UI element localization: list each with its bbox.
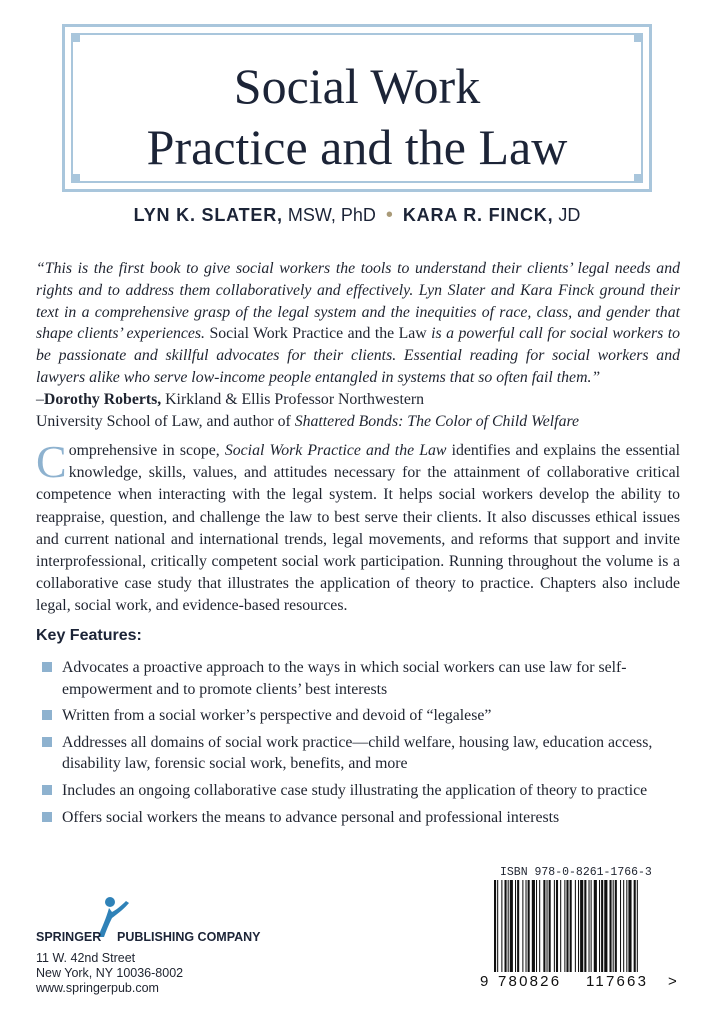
barcode-bar	[589, 880, 590, 972]
barcode-bar	[543, 880, 545, 972]
description-lead: omprehensive in scope,	[68, 442, 225, 459]
book-title-line-1: Social Work	[233, 58, 481, 114]
barcode-bar	[528, 880, 530, 972]
feature-item	[40, 657, 670, 700]
barcode-bar	[539, 880, 540, 972]
title-frame-inner-border	[71, 33, 643, 183]
barcode-bar	[564, 880, 565, 972]
barcode-bar	[554, 880, 555, 972]
barcode-bar	[610, 880, 612, 972]
barcode-bar	[532, 880, 535, 972]
isbn-label: ISBN 978-0-8261-1766-3	[500, 866, 652, 879]
barcode-bar	[634, 880, 636, 972]
barcode-bar	[510, 880, 513, 972]
barcode-bar	[615, 880, 617, 972]
quote-attribution-line-2	[36, 411, 680, 433]
book-title-line-2: Practice and the Law	[146, 119, 568, 175]
author-2-name: KARA R. FINCK,	[402, 205, 554, 225]
feature-text: Written from a social worker’s perspective and devoid of “legalese”	[62, 707, 492, 725]
feature-text: Advocates a proactive approach to the ways in which social workers can use law for self-empowerment and to promote clients’ best interests	[62, 659, 627, 698]
barcode-bar	[580, 880, 583, 984]
endorsement-quote	[36, 258, 680, 432]
barcode-bar	[637, 880, 638, 972]
description-book-title: Social Work Practice and the Law	[224, 442, 447, 459]
author-line	[0, 204, 714, 227]
barcode-bar	[505, 880, 507, 972]
publisher-address	[36, 951, 183, 996]
publisher-name-left: SPRINGER	[36, 930, 102, 944]
barcode-bar	[601, 880, 603, 972]
barcode-bar	[620, 880, 621, 972]
quote-italic-part-1: “This is the first book to give social workers the tools to understand their clients’ legal needs and rights and to address them collaboratively and effectively. Lyn Slater and Kara Finck ground their text in a comprehensive grasp of the legal system and the inequities of race, class, and gender that shape clients’ experiences.	[36, 260, 680, 343]
publisher-website: www.springerpub.com	[36, 981, 159, 995]
square-bullet-icon	[42, 737, 52, 747]
barcode-bar	[594, 880, 597, 972]
feature-text: Addresses all domains of social work practice—child welfare, housing law, education access, disability law, forensic social work, benefits, and more	[62, 733, 653, 773]
address-street: 11 W. 42nd Street	[36, 951, 136, 965]
attribution-name: Dorothy Roberts,	[43, 390, 162, 408]
barcode-digits-group-1: 780826	[498, 973, 562, 990]
quote-book-title: Social Work Practice and the Law	[205, 325, 432, 343]
quote-text	[36, 258, 680, 389]
barcode-bar	[549, 880, 551, 972]
barcode-bar	[515, 880, 516, 972]
barcode-bar	[547, 880, 548, 972]
springer-publishing-logo	[36, 893, 276, 949]
feature-text: Offers social workers the means to advance personal and professional interests	[62, 808, 560, 826]
barcode-bar	[517, 880, 519, 972]
barcode-bar	[575, 880, 576, 972]
feature-item	[40, 705, 670, 727]
attribution-book-title: Shattered Bonds: The Color of Child Welfare	[294, 412, 580, 430]
barcode-digits-group-2: 117663	[586, 973, 649, 990]
feature-item	[40, 807, 670, 829]
description-body: identifies and explains the essential knowledge, skills, values, and attitudes necessary for the attainment of collaborative critical competence when interacting with the legal system. It helps social workers develop the ability to reappraise, question, and challenge the law to best serve their clients. It also discusses ethical issues and current national and international trends, legal movements, and reforms that support and invite interprofessional, critically competent social work participation. Running throughout the volume is a collaborative case study that illustrates the application of theory to practice. Chapters also include legal, social work, and evidence-based resources.	[36, 442, 680, 615]
square-bullet-icon	[42, 710, 52, 720]
barcode-bar	[623, 880, 624, 972]
title-frame	[62, 24, 652, 192]
barcode-bar	[578, 880, 579, 984]
barcode-bar	[501, 880, 502, 972]
square-bullet-icon	[42, 785, 52, 795]
barcode-bar	[599, 880, 600, 972]
barcode-bar	[584, 880, 586, 972]
barcode-bar	[497, 880, 498, 972]
barcode-digits	[478, 972, 682, 992]
author-separator-dot: •	[385, 204, 393, 226]
barcode-digit-first: 9	[480, 973, 489, 990]
barcode-end-marker: >	[668, 973, 677, 990]
barcode-bar	[536, 880, 537, 972]
feature-text: Includes an ongoing collaborative case study illustrating the application of theory to practice	[62, 781, 648, 799]
feature-item	[40, 780, 670, 802]
barcode-bar	[626, 880, 627, 972]
barcode-bar	[570, 880, 572, 972]
quote-attribution-line-1	[36, 389, 680, 411]
frame-corner-ornament	[71, 33, 80, 42]
address-city: New York, NY 10036-8002	[36, 966, 184, 980]
barcode-bar	[494, 880, 496, 984]
attribution-title: Kirkland & Ellis Professor Northwestern	[161, 390, 425, 408]
quote-italic-part-2: is a powerful call for social workers to be passionate and skillful advocates for their clients. Essential reading for social workers and lawyers alike who serve low-income people entangled in systems that so often fail them.”	[36, 325, 680, 386]
barcode-bar	[508, 880, 509, 972]
author-1-name: LYN K. SLATER,	[133, 205, 283, 225]
drop-cap-letter: C	[36, 436, 67, 487]
book-description	[36, 436, 680, 618]
key-features-list	[40, 657, 670, 833]
feature-item	[40, 732, 670, 775]
barcode-bar	[522, 880, 523, 972]
barcode-bar	[613, 880, 614, 972]
barcode-bar	[560, 880, 561, 972]
publisher-name-right: PUBLISHING COMPANY	[117, 930, 261, 944]
square-bullet-icon	[42, 812, 52, 822]
attribution-dash: –	[36, 390, 44, 408]
author-2-credentials: JD	[553, 205, 581, 225]
barcode-bar	[604, 880, 607, 972]
author-1-credentials: MSW, PhD	[282, 205, 376, 225]
frame-corner-ornament	[634, 33, 643, 42]
square-bullet-icon	[42, 662, 52, 672]
key-features-heading: Key Features:	[36, 627, 142, 644]
barcode-bar	[566, 880, 568, 972]
barcode-bar	[526, 880, 527, 972]
attribution-affiliation: University School of Law, and author of	[36, 412, 295, 430]
barcode-bar	[556, 880, 558, 972]
barcode-bar	[591, 880, 592, 972]
barcode-bar	[628, 880, 631, 972]
